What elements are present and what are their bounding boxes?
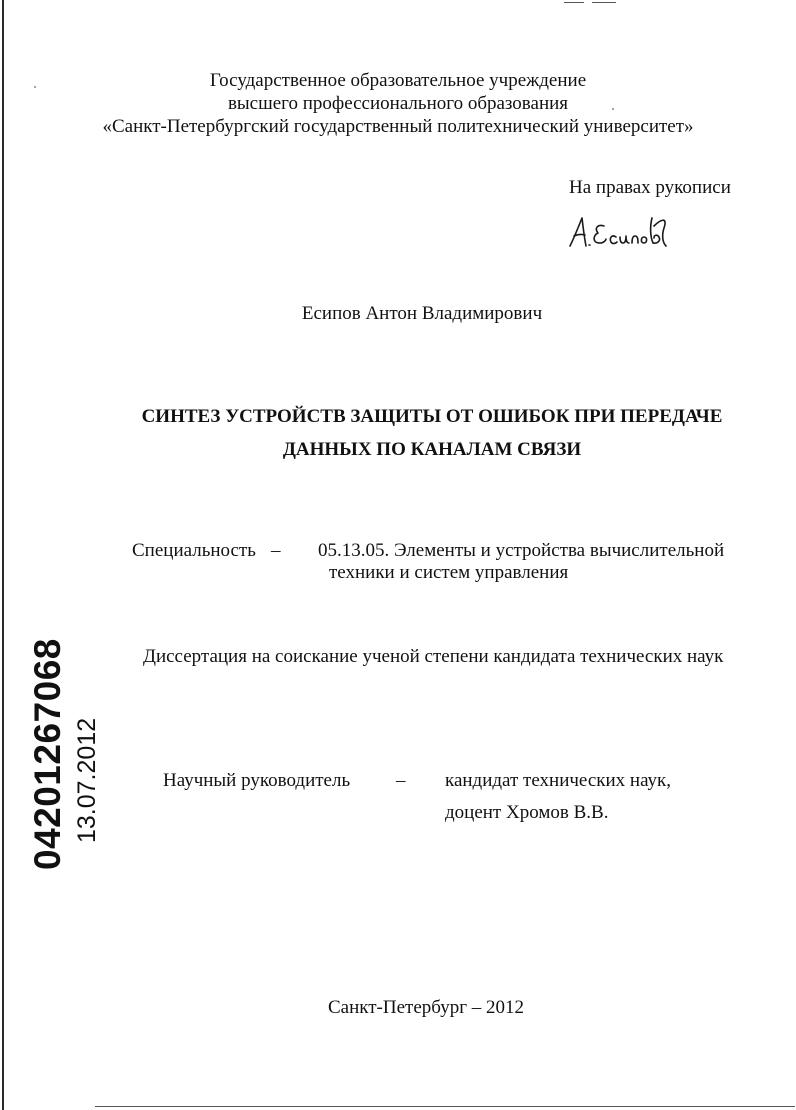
advisor-label: Научный руководитель [163, 770, 351, 791]
dissertation-statement: Диссертация на соискание ученой степени кандидата технических наук [143, 646, 724, 667]
stamp-date: 13.07.2012 [73, 717, 101, 843]
scan-top-mark [592, 2, 616, 3]
specialty-value-line-1: 05.13.05. Элементы и устройства вычислительной [318, 540, 725, 561]
advisor-dash: – [396, 770, 406, 791]
advisor-value-line-2: доцент Хромов В.В. [445, 802, 609, 823]
institution-line-2: высшего профессионального образования [227, 93, 569, 114]
scan-bottom-line [95, 1106, 795, 1107]
advisor-value-line-1: кандидат технических наук, [445, 770, 672, 791]
signature-text [0, 0, 1, 1]
scan-top-mark [564, 2, 584, 3]
manuscript-note: На правах рукописи [569, 177, 731, 198]
city-year: Санкт-Петербург – 2012 [327, 997, 524, 1018]
specialty-label: Специальность [132, 540, 256, 561]
stamp-registration-number: 04201267068 [27, 638, 68, 870]
author-name: Есипов Антон Владимирович [301, 303, 543, 324]
scan-left-edge [2, 0, 4, 1110]
specialty-dash: – [271, 540, 281, 561]
signature-icon [568, 212, 678, 256]
institution-line-1: Государственное образовательное учреждение [209, 70, 587, 91]
thesis-title-line-1: СИНТЕЗ УСТРОЙСТВ ЗАЩИТЫ ОТ ОШИБОК ПРИ ПЕРЕДАЧЕ [141, 406, 723, 427]
specialty-value-line-2: техники и систем управления [329, 562, 569, 583]
thesis-title-line-2: ДАННЫХ ПО КАНАЛАМ СВЯЗИ [282, 439, 582, 460]
institution-line-3: «Санкт-Петербургский государственный политехнический университет» [102, 116, 694, 137]
